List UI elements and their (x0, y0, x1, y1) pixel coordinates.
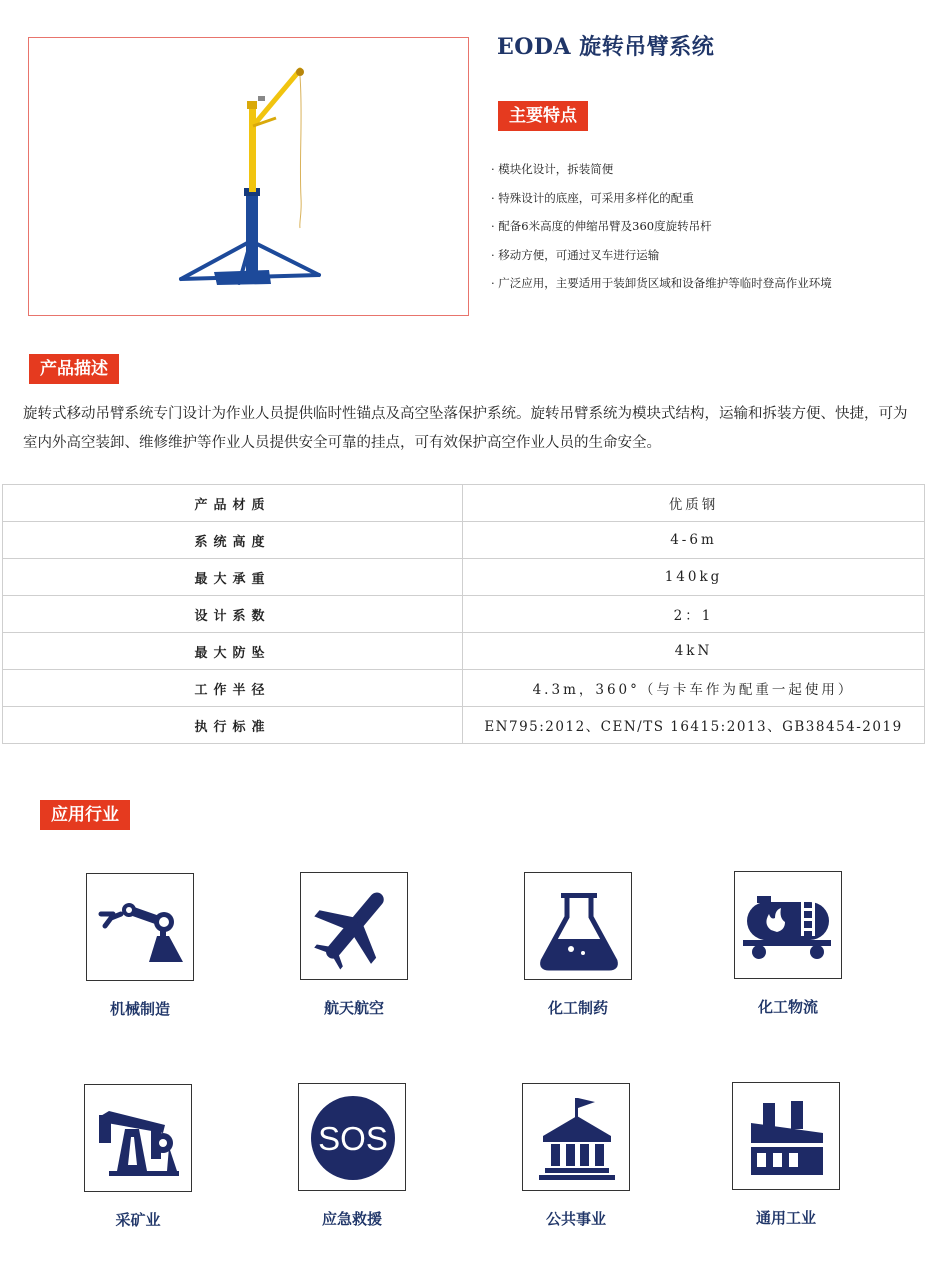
airplane-icon (301, 873, 409, 981)
industry-mining (58, 1084, 218, 1230)
tanker-icon (735, 872, 843, 980)
table-row (3, 596, 925, 633)
factory-icon (733, 1083, 841, 1191)
industry-label: 公共事业 (545, 1210, 606, 1228)
industry-icon-box (522, 1083, 630, 1191)
industry-label: 化工物流 (757, 998, 818, 1016)
industry-label: 应急救援 (321, 1210, 382, 1228)
industry-machinery (60, 873, 220, 1019)
spec-key: 工作半径 (3, 670, 463, 707)
spec-key: 产品材质 (3, 485, 463, 522)
specs-table (2, 484, 925, 744)
industry-general (706, 1082, 866, 1228)
spec-key: 设计系数 (3, 596, 463, 633)
spec-key: 执行标准 (3, 707, 463, 744)
spec-value: EN795:2012、CEN/TS 16415:2013、GB38454-2019 (463, 707, 925, 744)
industry-label: 通用工业 (755, 1209, 816, 1227)
spec-value: 4-6m (463, 522, 925, 559)
table-row (3, 559, 925, 596)
features-list (491, 155, 832, 298)
feature-item: · 特殊设计的底座，可采用多样化的配重 (491, 190, 694, 205)
table-row (3, 485, 925, 522)
industry-label: 采矿业 (115, 1211, 161, 1229)
spec-value: 140kg (463, 559, 925, 596)
davit-crane-icon (29, 38, 470, 317)
industry-icon-box (524, 872, 632, 980)
description-tag: 产品描述 (29, 354, 119, 384)
spec-value: 4.3m，360°（与卡车作为配重一起使用） (463, 670, 925, 707)
industry-tag: 应用行业 (40, 800, 130, 830)
industry-icon-box (734, 871, 842, 979)
feature-item: · 广泛应用，主要适用于装卸货区域和设备维护等临时登高作业环境 (491, 276, 832, 290)
pumpjack-icon (85, 1085, 193, 1193)
industry-icon-box (298, 1083, 406, 1191)
svg-text:SOS: SOS (318, 1120, 388, 1157)
table-row (3, 522, 925, 559)
product-description: 旋转式移动吊臂系统专门设计为作业人员提供临时性锚点及高空坠落保护系统。旋转吊臂系统为模块式结构，运输和拆装方便、快捷，可为室内外高空装卸、维修维护等作业人员提供安全可靠的挂点，可有效保护高空作业人员的生命安全。 (23, 406, 908, 451)
industry-label: 机械制造 (109, 1000, 170, 1018)
spec-value: 4kN (463, 633, 925, 670)
page-title: EODA 旋转吊臂系统 (497, 34, 715, 60)
feature-item: · 配备6米高度的伸缩吊臂及360度旋转吊杆 (491, 219, 712, 233)
spec-key: 最大承重 (3, 559, 463, 596)
robot-arm-icon (87, 874, 195, 982)
table-row (3, 633, 925, 670)
spec-key: 系统高度 (3, 522, 463, 559)
industry-icon-box (732, 1082, 840, 1190)
spec-key: 最大防坠 (3, 633, 463, 670)
industry-public-utility (496, 1083, 656, 1229)
spec-value: 优质钢 (463, 485, 925, 522)
feature-item: · 移动方便，可通过叉车进行运输 (491, 247, 660, 262)
industry-chemical-logistics (708, 871, 868, 1017)
spec-value: 2：1 (463, 596, 925, 633)
product-image (28, 37, 469, 316)
industry-aerospace (274, 872, 434, 1018)
feature-item: · 模块化设计，拆装简便 (491, 162, 614, 176)
features-tag: 主要特点 (498, 101, 588, 131)
flask-icon (525, 873, 633, 981)
sos-icon (299, 1084, 407, 1192)
industry-icon-box (86, 873, 194, 981)
table-row (3, 670, 925, 707)
table-row (3, 707, 925, 744)
industry-rescue (272, 1083, 432, 1229)
industry-icon-box (300, 872, 408, 980)
industry-chemical-pharma (498, 872, 658, 1018)
industry-icon-box (84, 1084, 192, 1192)
industry-label: 航天航空 (323, 999, 384, 1017)
public-building-icon (523, 1084, 631, 1192)
industry-label: 化工制药 (547, 999, 608, 1017)
